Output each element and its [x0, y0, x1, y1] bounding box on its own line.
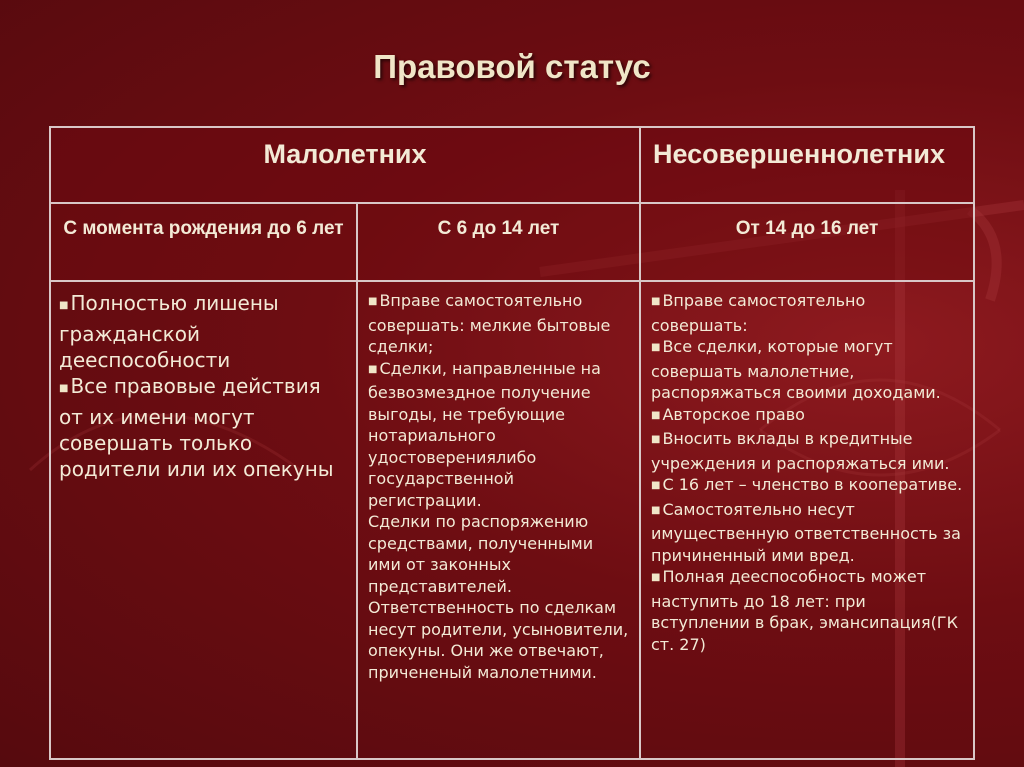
list-item: Сделки по распоряжению средствами, полученными ими от законных представителей.	[368, 512, 594, 596]
subheader-6-to-14: С 6 до 14 лет	[437, 218, 560, 239]
legal-status-table	[49, 126, 975, 760]
bullet-square-icon: ■	[651, 572, 661, 583]
body-cell-birth-to-6	[50, 281, 357, 759]
list-item: ■ Сделки, направленные на безвозмездное получение выгоды, не требующие нотариального удостоверениялибо государственной регистрации.	[368, 358, 601, 510]
list-item: ■ Все сделки, которые могут совершать малолетние, распоряжаться своими доходами.	[651, 337, 941, 402]
body-cell-6-to-14	[357, 281, 640, 759]
body-cell-14-to-16	[640, 281, 974, 759]
bullet-square-icon: ■	[368, 363, 378, 375]
header-juveniles-cell	[640, 127, 974, 203]
header-minors: Малолетних	[263, 139, 427, 169]
bullet-square-icon: ■	[651, 480, 661, 491]
list-item: ■ Самостоятельно несут имущественную ответственность за причиненный ими вред.	[651, 499, 961, 565]
subheader-cell-1	[357, 203, 640, 281]
bullet-square-icon: ■	[651, 296, 661, 307]
subheader-cell-0	[50, 203, 357, 281]
list-item: ■ Полностью лишены гражданской дееспособности	[59, 291, 279, 372]
bullet-list-col1	[51, 282, 356, 482]
bullet-square-icon: ■	[651, 434, 661, 445]
bullet-square-icon: ■	[59, 383, 69, 394]
header-minors-cell	[50, 127, 640, 203]
bullet-list-col3	[641, 282, 973, 655]
bullet-square-icon: ■	[59, 300, 69, 311]
list-item: ■ Вносить вклады в кредитные учреждения и распоряжаться ими.	[651, 429, 950, 473]
list-item: ■ Авторское право	[651, 404, 805, 424]
bullet-square-icon: ■	[651, 504, 661, 516]
bullet-square-icon: ■	[651, 409, 661, 421]
list-item: ■ Вправе самостоятельно совершать:	[651, 291, 866, 335]
slide-title: Правовой статус	[373, 48, 651, 85]
subheader-cell-2	[640, 203, 974, 281]
bullet-square-icon: ■	[651, 342, 661, 353]
bullet-square-icon: ■	[368, 296, 378, 307]
list-item: ■ С 16 лет – членство в кооперативе.	[651, 475, 963, 494]
header-juveniles: Несовершеннолетних	[653, 139, 945, 169]
list-item: Ответственность по сделкам несут родители, усыновители, опекуны. Они же отвечают, причененый малолетними.	[368, 598, 629, 682]
list-item: ■ Вправе самостоятельно совершать: мелкие бытовые сделки;	[368, 291, 611, 356]
bullet-list-col2	[358, 282, 639, 683]
list-item: ■ Все правовые действия от их имени могут совершать только родители или их опекуны	[59, 374, 334, 481]
subheader-birth-to-6: С момента рождения до 6 лет	[63, 218, 344, 239]
subheader-14-to-16: От 14 до 16 лет	[735, 218, 879, 239]
list-item: ■ Полная дееспособность может наступить до 18 лет: при вступлении в брак, эмансипация(ГК ст. 27)	[651, 567, 958, 654]
